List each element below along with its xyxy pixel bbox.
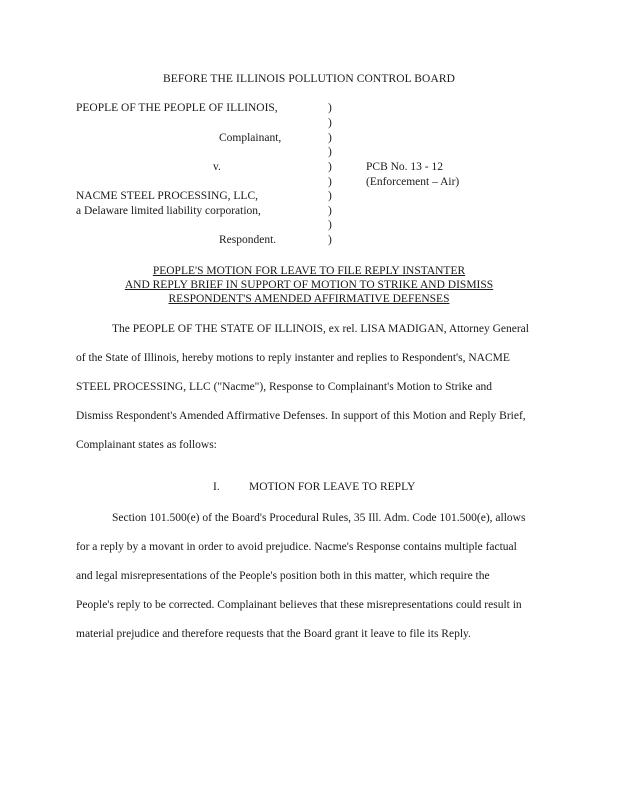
section-line: People's reply to be corrected. Complainant believes that these misrepresentations could result in xyxy=(76,599,522,611)
motion-title-line2: AND REPLY BRIEF IN SUPPORT OF MOTION TO STRIKE AND DISMISS xyxy=(124,279,494,291)
caption-paren: ) xyxy=(328,219,332,231)
caption-paren: ) xyxy=(328,146,332,158)
caption-paren: ) xyxy=(328,161,332,173)
case-number: PCB No. 13 - 12 xyxy=(366,161,443,173)
intro-line: of the State of Illinois, hereby motions to reply instanter and replies to Respondent's, NACME xyxy=(76,352,510,364)
motion-title-line3: RESPONDENT'S AMENDED AFFIRMATIVE DEFENSES xyxy=(168,293,450,305)
caption-paren: ) xyxy=(328,117,332,129)
case-type: (Enforcement – Air) xyxy=(366,176,460,188)
section-number: I. xyxy=(213,481,220,493)
intro-line: STEEL PROCESSING, LLC ("Nacme"), Response to Complainant's Motion to Strike and xyxy=(76,381,493,393)
versus-label: v. xyxy=(213,161,221,173)
caption-paren: ) xyxy=(328,205,332,217)
section-line: material prejudice and therefore requests that the Board grant it leave to file its Reply. xyxy=(76,628,471,640)
intro-line: Dismiss Respondent's Amended Affirmative Defenses. In support of this Motion and Reply Brief, xyxy=(76,410,526,422)
section-title: MOTION FOR LEAVE TO REPLY xyxy=(249,481,416,493)
intro-line: Complainant states as follows: xyxy=(76,439,217,451)
plaintiff-name: PEOPLE OF THE PEOPLE OF ILLINOIS, xyxy=(76,102,278,114)
motion-title-line1: PEOPLE'S MOTION FOR LEAVE TO FILE REPLY INSTANTER xyxy=(152,265,466,277)
caption-paren: ) xyxy=(328,102,332,114)
caption-paren: ) xyxy=(328,176,332,188)
caption-paren: ) xyxy=(328,234,332,246)
caption-paren: ) xyxy=(328,132,332,144)
complainant-label: Complainant, xyxy=(219,132,282,144)
board-title: BEFORE THE ILLINOIS POLLUTION CONTROL BOARD xyxy=(162,73,456,85)
respondent-label: Respondent. xyxy=(219,234,277,246)
section-line: Section 101.500(e) of the Board's Procedural Rules, 35 Ill. Adm. Code 101.500(e), allows xyxy=(112,512,526,524)
section-line: and legal misrepresentations of the People's position both in this matter, which require the xyxy=(76,570,490,582)
intro-line: The PEOPLE OF THE STATE OF ILLINOIS, ex rel. LISA MADIGAN, Attorney General xyxy=(112,323,529,335)
section-line: for a reply by a movant in order to avoid prejudice. Nacme's Response contains multiple factual xyxy=(76,541,517,553)
caption-paren: ) xyxy=(328,190,332,202)
defendant-name: NACME STEEL PROCESSING, LLC, xyxy=(76,190,258,202)
defendant-description: a Delaware limited liability corporation, xyxy=(76,205,261,217)
